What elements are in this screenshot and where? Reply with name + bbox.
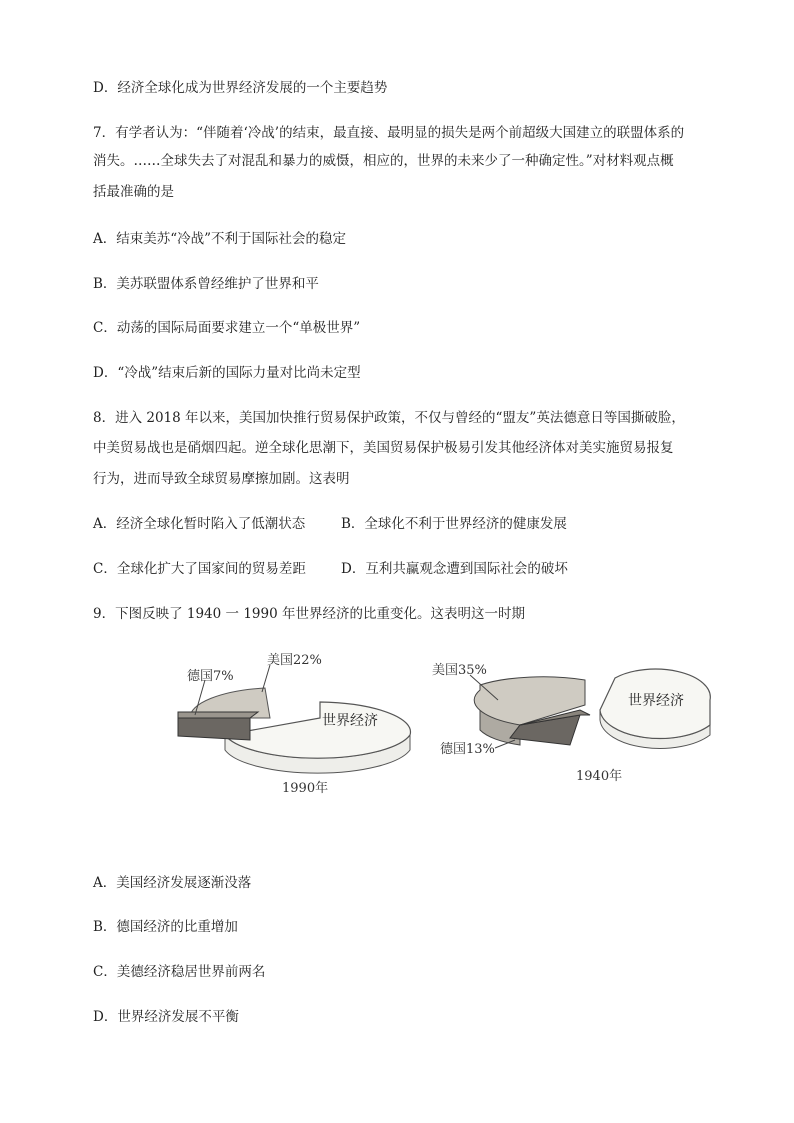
- leader-1990-usa: [262, 665, 270, 692]
- q8-options-row-1: [93, 514, 567, 534]
- q7-stem-line-3: 括最准确的是: [93, 184, 174, 200]
- pie-1940: [432, 663, 710, 784]
- q8-stem-line-3: 行为，进而导致全球贸易摩擦加剧。这表明: [93, 471, 350, 487]
- label-1940-usa: 美国35%: [432, 663, 487, 678]
- q8-option-d: D．互利共赢观念遭到国际社会的破坏: [341, 561, 568, 577]
- q9-option-c: C．美德经济稳居世界前两名: [93, 964, 266, 980]
- q7-option-a: A．结束美苏“冷战”不利于国际社会的稳定: [93, 231, 347, 247]
- q8-stem-line-1: 8．进入 2018 年以来，美国加快推行贸易保护政策，不仅与曾经的“盟友”英法德意日等国撕破脸，: [93, 410, 685, 426]
- label-1990-usa: 美国22%: [267, 653, 322, 668]
- q7-stem-line-2: 消失。……全球失去了对混乱和暴力的威慑，相应的，世界的未来少了一种确定性。”对材料观点概: [93, 153, 674, 169]
- title-1940: 1940年: [576, 769, 623, 784]
- slice-1990-germany: [178, 712, 258, 718]
- q9-pie-figure: [170, 640, 730, 820]
- label-1990-germany: 德国7%: [187, 669, 234, 684]
- q8-options-row-2: [93, 559, 568, 579]
- q8-option-c: C．全球化扩大了国家间的贸易差距: [93, 561, 306, 577]
- q9-stem: 9．下图反映了 1940 一 1990 年世界经济的比重变化。这表明这一时期: [93, 606, 525, 622]
- q9-option-b: B．德国经济的比重增加: [93, 919, 238, 935]
- q7-option-d: D．“冷战”结束后新的国际力量对比尚未定型: [93, 365, 361, 381]
- label-1940-germany: 德国13%: [440, 742, 495, 757]
- q7-stem-line-1: 7．有学者认为：“伴随着‘冷战’的结束，最直接、最明显的损失是两个前超级大国建立的联盟体系的: [93, 125, 685, 141]
- q7-option-c: C．动荡的国际局面要求建立一个“单极世界”: [93, 320, 361, 336]
- pie-charts-svg: [170, 640, 730, 820]
- q9-option-d: D．世界经济发展不平衡: [93, 1009, 239, 1025]
- q6-option-d: D．经济全球化成为世界经济发展的一个主要趋势: [93, 80, 388, 96]
- label-1940-world: 世界经济: [628, 693, 684, 709]
- pie-1990: [178, 653, 410, 796]
- q7-option-b: B．美苏联盟体系曾经维护了世界和平: [93, 276, 319, 292]
- q8-stem-line-2: 中美贸易战也是硝烟四起。逆全球化思潮下，美国贸易保护极易引发其他经济体对美实施贸易报复: [93, 440, 674, 456]
- q8-option-b: B．全球化不利于世界经济的健康发展: [341, 516, 567, 532]
- title-1990: 1990年: [282, 781, 329, 796]
- q9-option-a: A．美国经济发展逐渐没落: [93, 875, 252, 891]
- label-1990-world: 世界经济: [322, 713, 378, 729]
- slice-1990-germany-side: [178, 718, 250, 740]
- q8-option-a: A．经济全球化暂时陷入了低潮状态: [93, 516, 306, 532]
